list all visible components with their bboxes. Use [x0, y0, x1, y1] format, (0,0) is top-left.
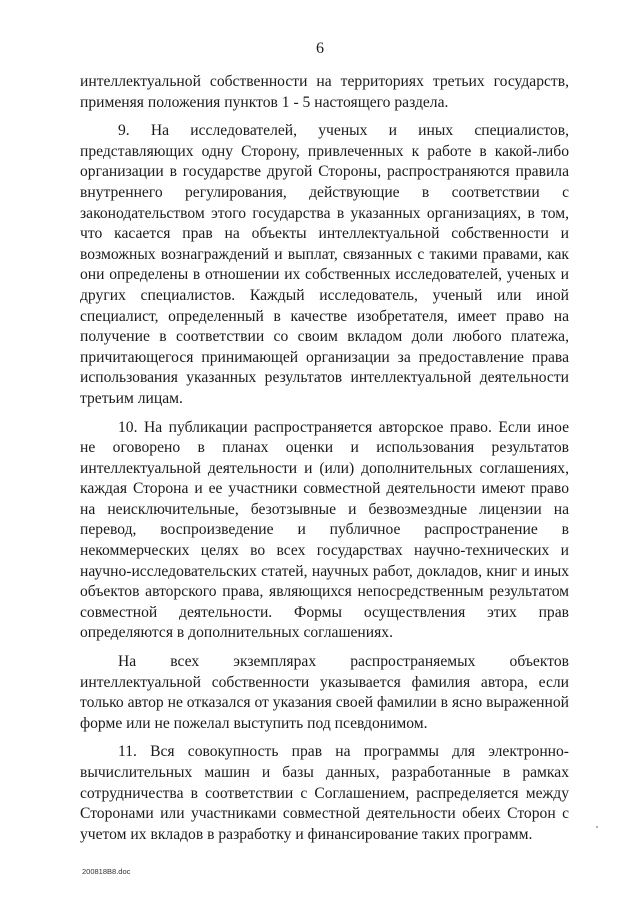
- page-number: 6: [316, 40, 324, 57]
- scan-speck: [596, 826, 598, 828]
- paragraph-item-9: 9. На исследователей, ученых и иных специалистов, представляющих одну Сторону, привлеченных к работе в какой-либо организации в государстве другой Стороны, распространяются правила внутреннего регулирования, действующие в соответствии с законодательством этого государства в указанных организациях, в том, что касается прав на объекты интеллектуальной собственности и возможных вознаграждений и выплат, связанных с такими правами, как они определены в отношении их собственных исследователей, ученых и других специалистов. Каждый исследователь, ученый или иной специалист, определенный в качестве изобретателя, имеет право на получение в соответствии со своим вкладом доли любого платежа, причитающегося принимающей организации за предоставление права использования указанных результатов интеллектуальной деятельности третьим лицам.: [80, 122, 569, 407]
- document-body: [80, 72, 569, 845]
- paragraph-authorship: На всех экземплярах распространяемых объектов интеллектуальной собственности указывается фамилия автора, если только автор не отказался от указания своей фамилии в ясно выраженной форме или не пожелал выступить под псевдонимом.: [80, 653, 569, 732]
- paragraph-continuation: интеллектуальной собственности на территориях третьих государств, применяя положения пунктов 1 - 5 настоящего раздела.: [80, 73, 569, 111]
- paragraph-item-11: 11. Вся совокупность прав на программы для электронно-вычислительных машин и базы данных, разработанные в рамках сотрудничества в соответствии с Соглашением, распределяется между Сторонами или участниками совместной деятельности обеих Сторон с учетом их вкладов в разработку и финансирование таких программ.: [80, 743, 569, 843]
- paragraph-item-10: 10. На публикации распространяется авторское право. Если иное не оговорено в планах оценки и использования результатов интеллектуальной деятельности и (или) дополнительных соглашениях, каждая Сторона и ее участники совместной деятельности имеют право на неисключительные, безотзывные и безвозмездные лицензии на перевод, воспроизведение и публичное распространение в некоммерческих целях во всех государствах научно-технических и научно-исследовательских статей, научных работ, докладов, книг и иных объектов авторского права, являющихся непосредственным результатом совместной деятельности. Формы осуществления этих прав определяются в дополнительных соглашениях.: [80, 418, 569, 642]
- document-footer-filename: 200818B8.doc: [82, 867, 131, 876]
